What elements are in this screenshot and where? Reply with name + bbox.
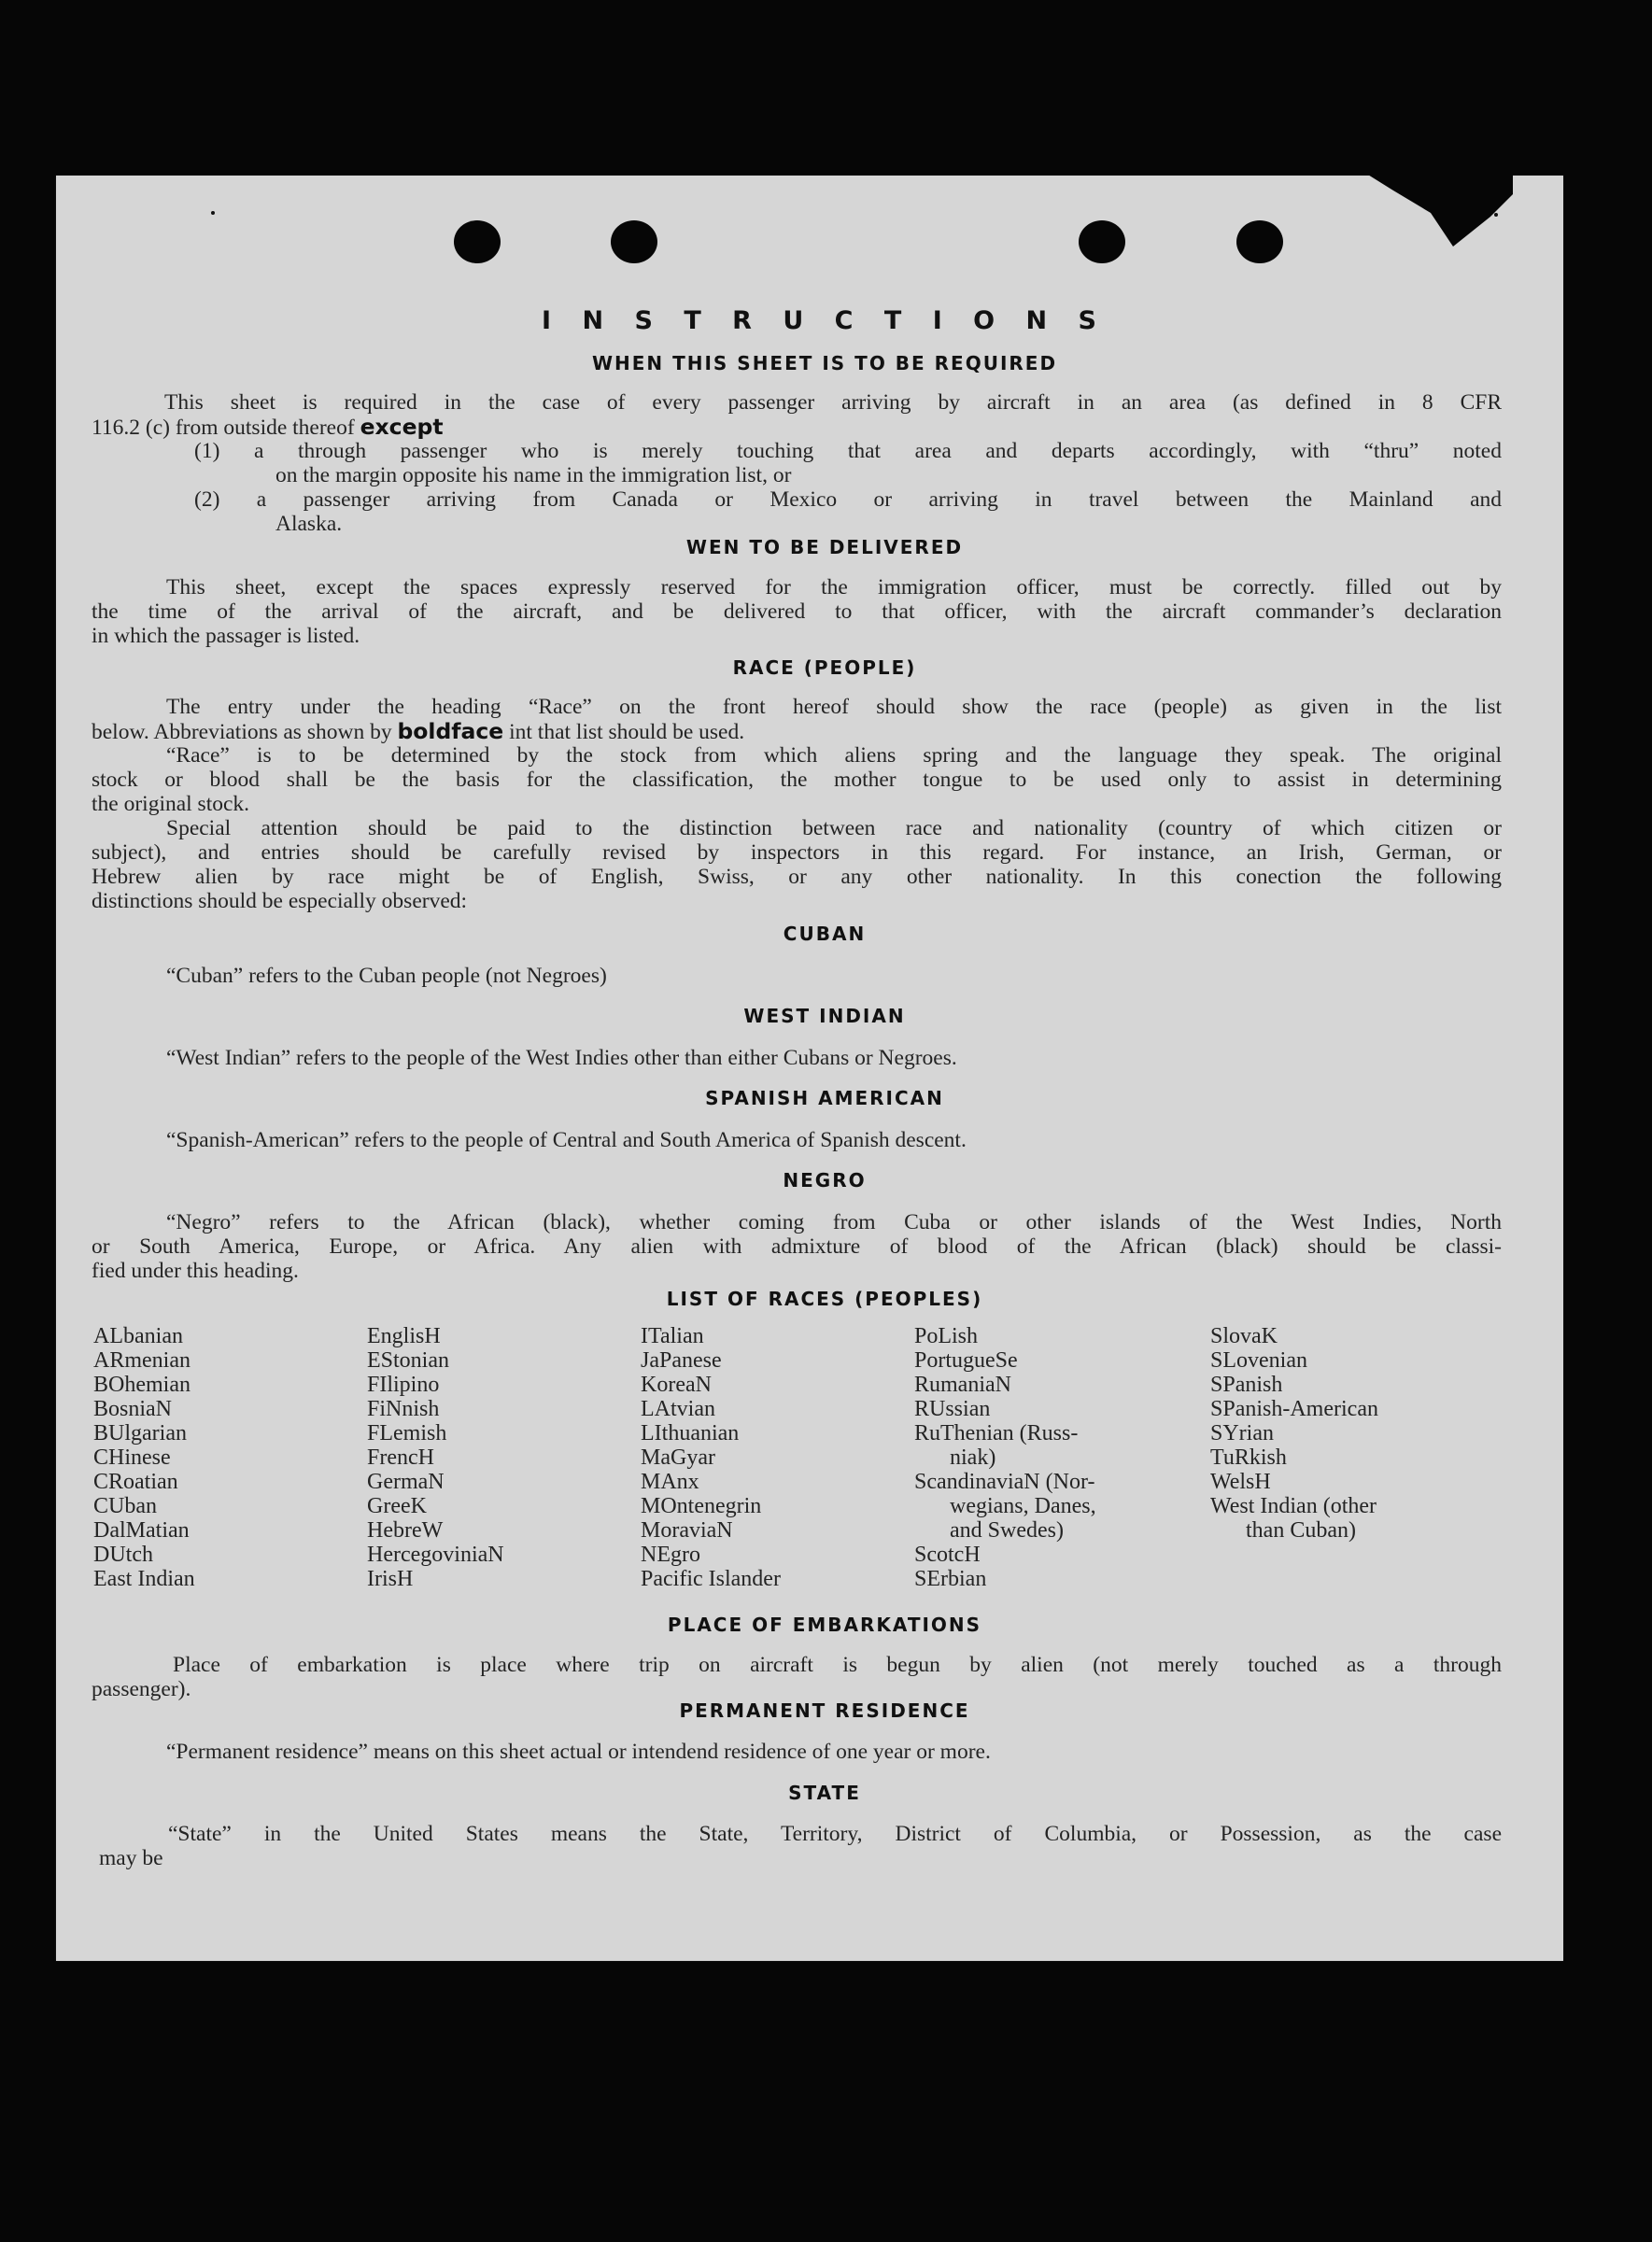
race-entry: RUssian bbox=[914, 1397, 991, 1421]
race-entry: FLemish bbox=[367, 1421, 447, 1445]
heading-state: STATE bbox=[788, 1782, 861, 1804]
list-item: (1) a through passenger who is merely touching that area and departs accordingly, with “thru” noted bbox=[194, 439, 1502, 463]
race-entry: MAnx bbox=[641, 1470, 699, 1494]
heading-race: RACE (PEOPLE) bbox=[732, 656, 917, 679]
speck bbox=[1494, 213, 1498, 217]
punch-hole bbox=[1236, 220, 1283, 263]
heading-delivered: WEN TO BE DELIVERED bbox=[685, 536, 964, 558]
paragraph-line: distinctions should be especially observed: bbox=[92, 889, 468, 913]
race-entry: SErbian bbox=[914, 1567, 987, 1591]
races-column bbox=[367, 1324, 504, 1591]
race-entry: BOhemian bbox=[93, 1373, 191, 1397]
race-entry: MaGyar bbox=[641, 1445, 715, 1470]
race-entry: Pacific Islander bbox=[641, 1567, 781, 1591]
race-entry: FiNnish bbox=[367, 1397, 440, 1421]
race-entry: PoLish bbox=[914, 1324, 979, 1348]
heading-west-indian: WEST INDIAN bbox=[743, 1005, 906, 1027]
heading-embarkation: PLACE OF EMBARKATIONS bbox=[667, 1614, 982, 1636]
race-entry: wegians, Danes, bbox=[950, 1494, 1096, 1518]
race-entry: NEgro bbox=[641, 1543, 700, 1567]
paragraph-line: This sheet, except the spaces expressly reserved for the immigration officer, must be correctly. filled out by bbox=[166, 575, 1502, 599]
paragraph-line: Special attention should be paid to the distinction between race and nationality (country of which citizen or bbox=[166, 816, 1502, 840]
punch-hole bbox=[611, 220, 657, 263]
race-entry: LIthuanian bbox=[641, 1421, 740, 1445]
race-entry: SLovenian bbox=[1210, 1348, 1307, 1373]
paragraph-line bbox=[92, 719, 1502, 744]
list-item: (2) a passenger arriving from Canada or Mexico or arriving in travel between the Mainland and bbox=[194, 487, 1502, 512]
race-entry: CHinese bbox=[93, 1445, 171, 1470]
race-entry: KoreaN bbox=[641, 1373, 712, 1397]
paragraph-line: “Permanent residence” means on this sheet actual or intendend residence of one year or more. bbox=[166, 1740, 991, 1764]
race-entry: SPanish-American bbox=[1210, 1397, 1378, 1421]
race-entry: CRoatian bbox=[93, 1470, 178, 1494]
speck bbox=[211, 211, 215, 215]
race-entry: ScandinaviaN (Nor- bbox=[914, 1470, 1095, 1494]
race-entry: MoraviaN bbox=[641, 1518, 733, 1543]
race-entry: EStonian bbox=[367, 1348, 449, 1373]
paragraph-line bbox=[92, 415, 1502, 440]
paragraph-line: the time of the arrival of the aircraft, and be delivered to that officer, with the aircraft commander’s declaration bbox=[92, 599, 1502, 624]
race-entry: PortugueSe bbox=[914, 1348, 1018, 1373]
punch-hole bbox=[454, 220, 501, 263]
paragraph-line: passenger). bbox=[92, 1677, 191, 1701]
paragraph-line: “State” in the United States means the State, Territory, District of Columbia, or Possession, as the case bbox=[168, 1822, 1502, 1846]
heading-permanent-residence: PERMANENT RESIDENCE bbox=[679, 1699, 970, 1722]
races-column bbox=[1210, 1324, 1378, 1543]
torn-corner bbox=[1363, 172, 1513, 247]
heading-races-list: LIST OF RACES (PEOPLES) bbox=[666, 1288, 983, 1310]
race-entry: and Swedes) bbox=[950, 1518, 1064, 1543]
race-entry: SlovaK bbox=[1210, 1324, 1278, 1348]
race-entry: TuRkish bbox=[1210, 1445, 1287, 1470]
paragraph-line: stock or blood shall be the basis for the classification, the mother tongue to be used only to assist in determining bbox=[92, 768, 1502, 792]
race-entry: SPanish bbox=[1210, 1373, 1283, 1397]
paragraph-line: “Race” is to be determined by the stock from which aliens spring and the language they speak. The original bbox=[166, 743, 1502, 768]
paragraph-line: subject), and entries should be carefully revised by inspectors in this regard. For instance, an Irish, German, or bbox=[92, 840, 1502, 865]
heading-cuban: CUBAN bbox=[783, 923, 867, 945]
paragraph-line: “Negro” refers to the African (black), whether coming from Cuba or other islands of the West Indies, North bbox=[166, 1210, 1502, 1234]
heading-spanish-american: SPANISH AMERICAN bbox=[705, 1087, 944, 1109]
race-entry: ScotcH bbox=[914, 1543, 981, 1567]
paragraph-line: “Cuban” refers to the Cuban people (not Negroes) bbox=[166, 964, 607, 988]
race-entry: BosniaN bbox=[93, 1397, 172, 1421]
races-column bbox=[93, 1324, 195, 1591]
paragraph-line: The entry under the heading “Race” on the front hereof should show the race (people) as given in the list bbox=[166, 695, 1502, 719]
paragraph-line: “West Indian” refers to the people of the West Indies other than either Cubans or Negroes. bbox=[166, 1046, 957, 1070]
race-entry: ALbanian bbox=[93, 1324, 183, 1348]
race-entry: ITalian bbox=[641, 1324, 704, 1348]
race-entry: DalMatian bbox=[93, 1518, 190, 1543]
paragraph-line: fied under this heading. bbox=[92, 1259, 299, 1283]
race-entry: RuThenian (Russ- bbox=[914, 1421, 1079, 1445]
race-entry: HercegoviniaN bbox=[367, 1543, 504, 1567]
race-entry: DUtch bbox=[93, 1543, 153, 1567]
race-entry: GreeK bbox=[367, 1494, 427, 1518]
bold-term: except bbox=[360, 414, 444, 440]
races-column bbox=[641, 1324, 781, 1591]
race-entry: FIlipino bbox=[367, 1373, 440, 1397]
paragraph-line: Place of embarkation is place where trip on aircraft is begun by alien (not merely touched as a through bbox=[173, 1653, 1502, 1677]
race-entry: ARmenian bbox=[93, 1348, 191, 1373]
page-title: I N S T R U C T I O N S bbox=[542, 306, 1108, 335]
paragraph-line: or South America, Europe, or Africa. Any alien with admixture of blood of the African (black) should be classi- bbox=[92, 1234, 1502, 1259]
paragraph-line: in which the passager is listed. bbox=[92, 624, 360, 648]
race-entry: HebreW bbox=[367, 1518, 444, 1543]
race-entry: WelsH bbox=[1210, 1470, 1271, 1494]
race-entry: FrencH bbox=[367, 1445, 434, 1470]
heading-negro: NEGRO bbox=[783, 1169, 867, 1192]
race-entry: EnglisH bbox=[367, 1324, 441, 1348]
races-column bbox=[914, 1324, 1096, 1591]
race-entry: MOntenegrin bbox=[641, 1494, 762, 1518]
race-entry: IrisH bbox=[367, 1567, 414, 1591]
list-item: on the margin opposite his name in the immigration list, or bbox=[275, 463, 792, 487]
race-entry: GermaN bbox=[367, 1470, 445, 1494]
document-page bbox=[56, 176, 1563, 1961]
text-span: below. Abbreviations as shown by bbox=[92, 720, 392, 744]
paragraph-line: the original stock. bbox=[92, 792, 250, 816]
race-entry: West Indian (other bbox=[1210, 1494, 1377, 1518]
race-entry: JaPanese bbox=[641, 1348, 722, 1373]
race-entry: niak) bbox=[950, 1445, 996, 1470]
race-entry: than Cuban) bbox=[1246, 1518, 1356, 1543]
race-entry: East Indian bbox=[93, 1567, 195, 1591]
list-item: Alaska. bbox=[275, 512, 343, 536]
paragraph-line: “Spanish-American” refers to the people of Central and South America of Spanish descent. bbox=[166, 1128, 967, 1152]
race-entry: BUlgarian bbox=[93, 1421, 187, 1445]
race-entry: LAtvian bbox=[641, 1397, 715, 1421]
punch-hole bbox=[1079, 220, 1125, 263]
paragraph-line: Hebrew alien by race might be of English, Swiss, or any other nationality. In this conection the following bbox=[92, 865, 1502, 889]
paragraph-line: This sheet is required in the case of every passenger arriving by aircraft in an area (as defined in 8 CFR bbox=[164, 390, 1502, 415]
race-entry: RumaniaN bbox=[914, 1373, 1011, 1397]
race-entry: CUban bbox=[93, 1494, 157, 1518]
heading-when-required: WHEN THIS SHEET IS TO BE REQUIRED bbox=[591, 352, 1058, 374]
race-entry: SYrian bbox=[1210, 1421, 1274, 1445]
text-span: 116.2 (c) from outside thereof bbox=[92, 416, 355, 440]
paragraph-line: may be bbox=[99, 1846, 163, 1870]
text-span: int that list should be used. bbox=[509, 720, 745, 744]
bold-term: boldface bbox=[397, 718, 504, 744]
